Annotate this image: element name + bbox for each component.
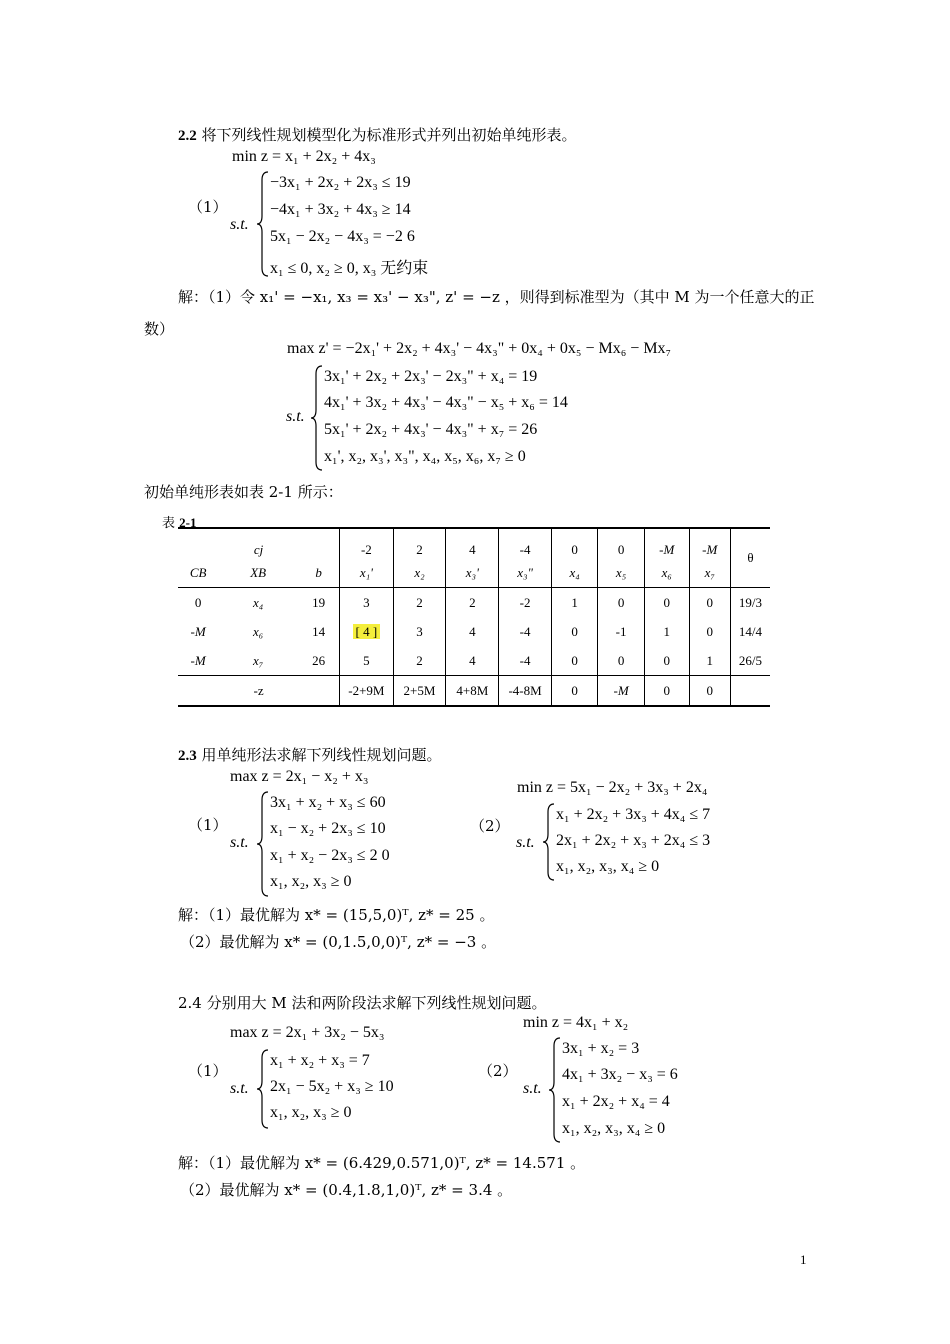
problem-2-3-2-constraint: x₁, x₂, x₃, x₄ ≥ 0 bbox=[556, 858, 660, 875]
problem-2-3-1-constraint: x₁, x₂, x₃ ≥ 0 bbox=[270, 873, 352, 890]
problem-2-2-constraint: −4x₁ + 3x₂ + 4x₃ ≥ 14 bbox=[270, 201, 411, 218]
standard-form-constraint: 3x₁' + 2x₂ + 2x₃' − 2x₃" + x₄ = 19 bbox=[324, 368, 538, 385]
problem-2-3-1-constraint: x₁ + x₂ − 2x₃ ≤ 2 0 bbox=[270, 847, 390, 864]
column-header: x₇ bbox=[704, 564, 715, 580]
column-header: x₂ bbox=[414, 564, 425, 580]
table-row bbox=[178, 588, 770, 618]
table-cell: 0 bbox=[551, 646, 597, 676]
problem-2-2-brace bbox=[256, 170, 270, 278]
table-cell: -1 bbox=[598, 617, 645, 646]
table-cell: 4 bbox=[446, 646, 499, 676]
cj-label: cj bbox=[253, 542, 264, 557]
table-cell: 0 bbox=[689, 617, 730, 646]
answer-2-4-2: （2）最优解为 x* = (0.4,1.8,1,0)ᵀ, z* = 3.4 。 bbox=[180, 1181, 513, 1199]
table-cell: 3 bbox=[340, 588, 393, 618]
problem-2-3-1-constraint: x₁ − x₂ + 2x₃ ≤ 10 bbox=[270, 820, 386, 837]
problem-2-4-2-constraint: 3x₁ + x₂ = 3 bbox=[562, 1040, 640, 1057]
problem-2-3-2-constraint: 2x₁ + 2x₂ + x₃ + 2x₄ ≤ 3 bbox=[556, 832, 711, 849]
problem-2-3-1-objective: max z = 2x₁ − x₂ + x₃ bbox=[230, 768, 369, 785]
table-intro: 初始单纯形表如表 2-1 所示： bbox=[144, 483, 343, 501]
answer-2-3-2: （2）最优解为 x* = (0,1.5,0,0)ᵀ, z* = −3 。 bbox=[180, 933, 497, 951]
problem-2-4-2-constraint: x₁, x₂, x₃, x₄ ≥ 0 bbox=[562, 1120, 666, 1137]
problem-2-4-2-label: （2） bbox=[478, 1062, 518, 1080]
section-2-3-heading bbox=[178, 744, 442, 765]
problem-2-4-2-objective: min z = 4x₁ + x₂ bbox=[523, 1014, 629, 1031]
column-header: b bbox=[315, 564, 322, 580]
problem-2-3-1-constraint: 3x₁ + x₂ + x₃ ≤ 60 bbox=[270, 794, 386, 811]
table-cell: 26/5 bbox=[730, 646, 770, 676]
solution-2-2-intro-cont: 数） bbox=[144, 320, 175, 338]
table-cell: 19/3 bbox=[730, 588, 770, 618]
table-cell: 0 bbox=[194, 594, 202, 610]
column-header: x₁' bbox=[359, 564, 373, 580]
table-cell: 14 bbox=[312, 623, 326, 639]
table-cell: -4-8M bbox=[499, 676, 552, 707]
problem-2-2-st-label: s.t. bbox=[230, 216, 249, 233]
table-cell: -2+9M bbox=[340, 676, 393, 707]
table-cell: 0 bbox=[689, 676, 730, 707]
table-cell: 2 bbox=[393, 588, 446, 618]
table-cell: 0 bbox=[644, 676, 689, 707]
table-cell: 5 bbox=[340, 646, 393, 676]
table-caption-number: 2-1 bbox=[179, 515, 197, 530]
table-cell: 4+8M bbox=[446, 676, 499, 707]
table-row bbox=[178, 617, 770, 646]
table-cell: 2+5M bbox=[393, 676, 446, 707]
table-cell: 0 bbox=[551, 676, 597, 707]
problem-2-4-1-constraint: 2x₁ − 5x₂ + x₃ ≥ 10 bbox=[270, 1078, 394, 1095]
problem-2-2-objective: min z = x₁ + 2x₂ + 4x₃ bbox=[232, 148, 376, 165]
problem-2-2-constraint: 5x₁ − 2x₂ − 4x₃ = −2 6 bbox=[270, 228, 415, 245]
section-2-2-title: 将下列线性规划模型化为标准形式并列出初始单纯形表。 bbox=[201, 126, 577, 144]
problem-2-4-1-objective: max z = 2x₁ + 3x₂ − 5x₃ bbox=[230, 1024, 385, 1041]
table-cell: 4 bbox=[446, 617, 499, 646]
problem-2-3-1-label: （1） bbox=[188, 816, 228, 834]
table-cell: 19 bbox=[312, 594, 326, 610]
standard-form-constraint: x₁', x₂, x₃', x₃", x₄, x₅, x₆, x₇ ≥ 0 bbox=[324, 448, 526, 465]
page-number: 1 bbox=[800, 1252, 807, 1267]
cj-cell: -M bbox=[702, 542, 718, 557]
table-cell: -M bbox=[190, 652, 206, 668]
section-2-2-number: 2.2 bbox=[178, 128, 197, 144]
table-cell: 0 bbox=[551, 617, 597, 646]
table-cell: 0 bbox=[689, 588, 730, 618]
cj-cell: -M bbox=[659, 542, 675, 557]
section-2-3-number: 2.3 bbox=[178, 748, 197, 764]
answer-2-4-1: 解：（1）最优解为 x* = (6.429,0.571,0)ᵀ, z* = 14.571 。 bbox=[178, 1154, 586, 1172]
table-cell: 3 bbox=[393, 617, 446, 646]
standard-form-st-label: s.t. bbox=[286, 408, 305, 425]
table-row-reduced-cost bbox=[178, 676, 770, 707]
column-header: x₃' bbox=[465, 564, 479, 580]
cj-cell: 4 bbox=[446, 528, 499, 558]
table-cell: -4 bbox=[499, 646, 552, 676]
problem-2-4-1-st-label: s.t. bbox=[230, 1080, 249, 1097]
column-header: x₄ bbox=[569, 564, 580, 580]
standard-form-constraint: 5x₁' + 2x₂ + 4x₃' − 4x₃" + x₇ = 26 bbox=[324, 421, 538, 438]
problem-2-4-1-constraint: x₁, x₂, x₃ ≥ 0 bbox=[270, 1104, 352, 1121]
answer-2-3-1: 解：（1）最优解为 x* = (15,5,0)ᵀ, z* = 25 。 bbox=[178, 906, 495, 924]
table-cell: -z bbox=[178, 676, 340, 707]
problem-2-3-2-label: （2） bbox=[470, 817, 510, 835]
pivot-element: [ 4 ] bbox=[353, 624, 381, 639]
table-cell: x₆ bbox=[253, 623, 264, 639]
table-cell: -M bbox=[190, 623, 206, 639]
table-cell: -2 bbox=[499, 588, 552, 618]
section-2-3-title: 用单纯形法求解下列线性规划问题。 bbox=[201, 746, 442, 764]
table-cell: -M bbox=[613, 682, 629, 698]
problem-2-3-2-brace bbox=[542, 802, 556, 882]
column-header: CB bbox=[189, 564, 207, 580]
problem-2-3-2-constraint: x₁ + 2x₂ + 3x₃ + 4x₄ ≤ 7 bbox=[556, 806, 711, 823]
theta-header: θ bbox=[730, 528, 770, 588]
column-header: XB bbox=[250, 564, 267, 580]
problem-2-3-1-brace bbox=[256, 790, 270, 898]
cj-cell: 0 bbox=[598, 528, 645, 558]
column-header: x₃" bbox=[517, 564, 533, 580]
table-cell: -4 bbox=[499, 617, 552, 646]
section-2-4-heading: 2.4 分别用大 M 法和两阶段法求解下列线性规划问题。 bbox=[178, 994, 547, 1012]
problem-2-2-part-label: （1） bbox=[188, 198, 228, 216]
problem-2-4-2-constraint: x₁ + 2x₂ + x₄ = 4 bbox=[562, 1093, 670, 1110]
table-caption-prefix: 表 bbox=[162, 516, 180, 531]
problem-2-2-constraint: −3x₁ + 2x₂ + 2x₃ ≤ 19 bbox=[270, 174, 411, 191]
column-header: x₆ bbox=[661, 564, 672, 580]
problem-2-3-2-objective: min z = 5x₁ − 2x₂ + 3x₃ + 2x₄ bbox=[517, 779, 708, 796]
table-cell: 26 bbox=[298, 646, 340, 676]
solution-2-2-intro: 解：（1）令 x₁' = −x₁, x₃ = x₃' − x₃", z' = −z ，则得到标准型为（其中 M 为一个任意大的正 bbox=[178, 288, 815, 306]
table-cell: 0 bbox=[644, 588, 689, 618]
table-cell: 14/4 bbox=[730, 617, 770, 646]
standard-form-brace bbox=[310, 364, 324, 472]
problem-2-4-2-constraint: 4x₁ + 3x₂ − x₃ = 6 bbox=[562, 1066, 678, 1083]
problem-2-4-2-st-label: s.t. bbox=[523, 1080, 542, 1097]
standard-form-constraint: 4x₁' + 3x₂ + 4x₃' − 4x₃" − x₅ + x₆ = 14 bbox=[324, 394, 568, 411]
cj-cell: -4 bbox=[499, 528, 552, 558]
cj-cell: 2 bbox=[393, 528, 446, 558]
problem-2-4-1-brace bbox=[256, 1048, 270, 1130]
table-cell: 1 bbox=[689, 646, 730, 676]
problem-2-4-1-constraint: x₁ + x₂ + x₃ = 7 bbox=[270, 1052, 370, 1069]
section-2-2-heading bbox=[178, 124, 577, 145]
cj-cell: -2 bbox=[340, 528, 393, 558]
table-cell: 0 bbox=[598, 646, 645, 676]
standard-form-objective: max z' = −2x₁' + 2x₂ + 4x₃' − 4x₃" + 0x₄ + 0x₅ − Mx₆ − Mx₇ bbox=[287, 340, 672, 357]
table-cell: 2 bbox=[446, 588, 499, 618]
table-cell: 1 bbox=[551, 588, 597, 618]
column-header: x₅ bbox=[615, 564, 627, 580]
cj-cell: 0 bbox=[551, 528, 597, 558]
table-cell: 1 bbox=[644, 617, 689, 646]
problem-2-3-2-st-label: s.t. bbox=[516, 834, 535, 851]
table-cell: 0 bbox=[598, 588, 645, 618]
problem-2-4-1-label: （1） bbox=[188, 1062, 228, 1080]
table-cell: x₇ bbox=[253, 652, 264, 668]
table-row bbox=[178, 646, 770, 676]
problem-2-3-1-st-label: s.t. bbox=[230, 834, 249, 851]
problem-2-2-constraint: x₁ ≤ 0, x₂ ≥ 0, x₃ 无约束 bbox=[270, 260, 429, 277]
simplex-table bbox=[178, 527, 770, 707]
table-cell: 2 bbox=[393, 646, 446, 676]
problem-2-4-2-brace bbox=[548, 1036, 562, 1144]
table-cell: x₄ bbox=[253, 594, 264, 610]
table-cell: 0 bbox=[644, 646, 689, 676]
